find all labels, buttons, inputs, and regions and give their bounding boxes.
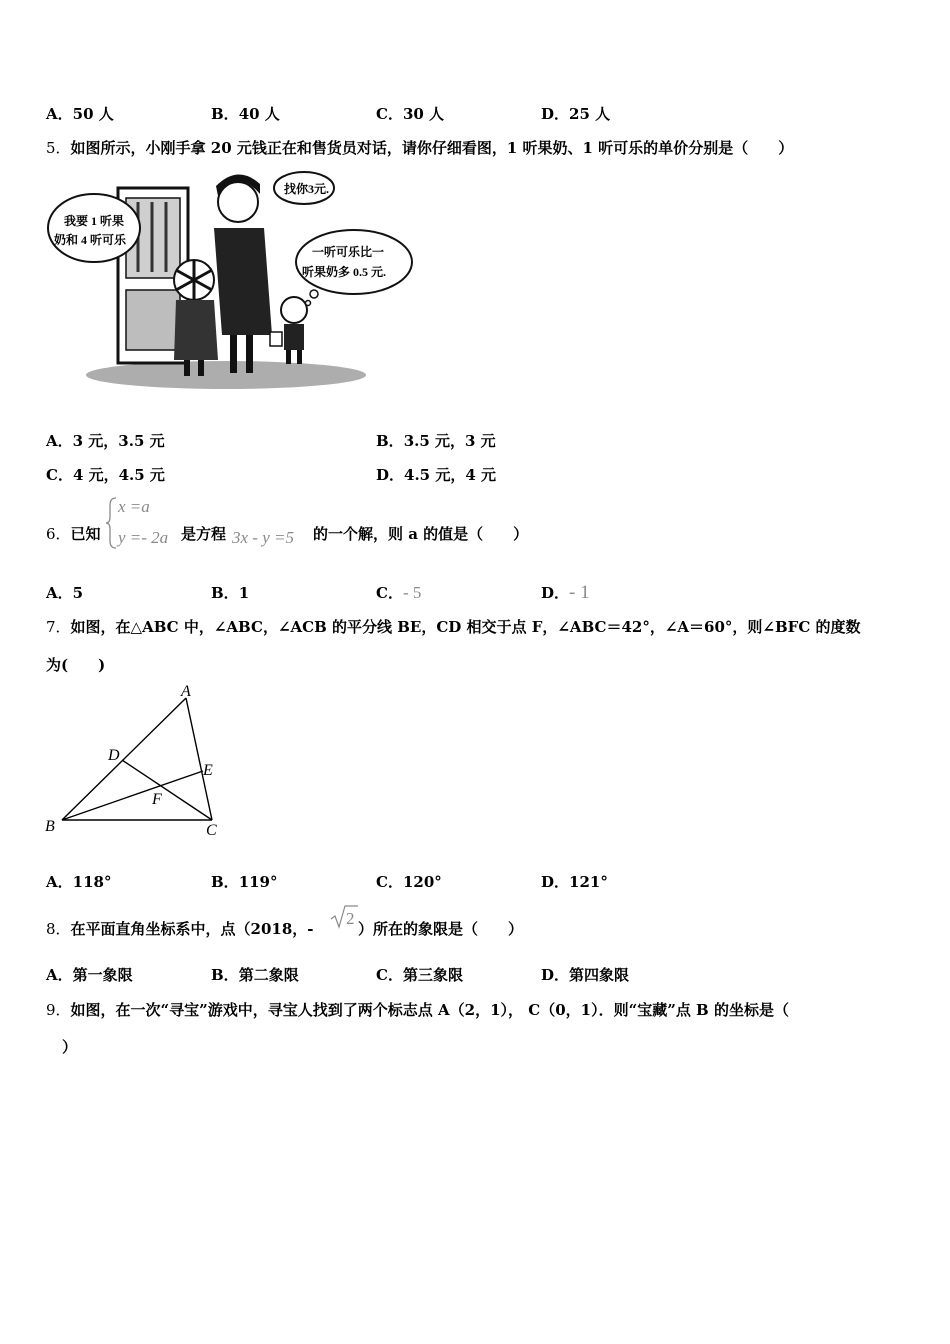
sqrt-value: 2 (346, 909, 355, 928)
q4-option-a: A．50 人 (46, 105, 114, 123)
q5-stem: 5．如图所示，小刚手拿 20 元钱正在和售货员对话，请你仔细看图，1 听果奶、1 听可乐的单价分别是（ ） (46, 139, 794, 157)
q8-option-b: B．第二象限 (211, 966, 299, 984)
q5-option-a: A．3 元，3.5 元 (46, 432, 165, 450)
q7-stem-line2: 为( ) (46, 656, 106, 674)
bubble-boy-line2: 奶和 4 听可乐 (54, 233, 127, 247)
q5-option-b: B．3.5 元，3 元 (376, 432, 496, 450)
segment-be (62, 771, 203, 820)
q6-stem-start: 6．已知 (46, 525, 101, 543)
speech-bubble-kid (296, 230, 412, 306)
q5-illustration (46, 170, 414, 395)
sys-line1: x =a (118, 497, 150, 516)
q8-stem-start: 8．在平面直角坐标系中，点（2018，- (46, 920, 314, 938)
q7-stem: 7．如图，在△ABC 中，∠ABC，∠ACB 的平分线 BE，CD 相交于点 F，∠ABC＝42°，∠A＝60°，则∠BFC 的度数 (46, 618, 861, 636)
bubble-kid-line1: 一听可乐比一 (312, 245, 385, 259)
label-f: F (152, 791, 162, 808)
q6-option-b: B．1 (211, 584, 250, 602)
segment-ba (62, 698, 186, 820)
q6-stem-middle: 是方程 (181, 525, 227, 543)
bubble-kid-line2: 听果奶多 0.5 元. (302, 265, 387, 279)
q7-option-a: A．118° (46, 873, 112, 891)
clerk-figure (214, 174, 272, 373)
q4-option-d: D．25 人 (541, 105, 611, 123)
sqrt-icon (329, 903, 359, 931)
speech-bubble-boy (48, 194, 140, 262)
q8-option-a: A．第一象限 (46, 966, 133, 984)
q4-option-c: C．30 人 (376, 105, 445, 123)
q7-option-b: B．119° (211, 873, 278, 891)
bubble-clerk-text: 找你3元. (284, 182, 330, 196)
q6-equation: 3x - y =5 (232, 528, 294, 547)
q8-stem-end: ）所在的象限是（ ） (358, 920, 524, 938)
segment-cd (122, 760, 212, 820)
label-a: A (181, 683, 191, 700)
q7-option-c: C．120° (376, 873, 442, 891)
label-d: D (108, 747, 120, 764)
q6-equation-system (104, 495, 184, 551)
q7-option-d: D．121° (541, 873, 608, 891)
label-c: C (206, 822, 217, 839)
brace-icon (106, 498, 116, 548)
q5-option-c: C．4 元，4.5 元 (46, 466, 165, 484)
q9-stem: 9．如图，在一次“寻宝”游戏中，寻宝人找到了两个标志点 A（2，1）， C（0，1）．则“宝藏”点 B 的坐标是（ (46, 1001, 789, 1019)
q6-option-a: A．5 (46, 584, 84, 602)
q6-option-d: D．- 1 (541, 582, 590, 603)
q6-stem-end: 的一个解，则 a 的值是（ ） (313, 525, 529, 543)
label-e: E (203, 762, 213, 779)
q5-option-d: D．4.5 元，4 元 (376, 466, 496, 484)
q4-option-b: B．40 人 (211, 105, 280, 123)
speech-bubble-clerk (274, 172, 334, 204)
q9-stem-line2: ） (62, 1038, 78, 1056)
q6-option-c: C．- 5 (376, 583, 422, 602)
girl-figure (174, 260, 218, 376)
segment-ac (186, 698, 212, 820)
q8-option-c: C．第三象限 (376, 966, 463, 984)
q7-triangle-figure (40, 680, 230, 840)
q8-option-d: D．第四象限 (541, 966, 630, 984)
label-b: B (45, 818, 55, 835)
sys-line2: y =- 2a (118, 528, 169, 547)
bubble-boy-line1: 我要 1 听果 (64, 214, 125, 228)
kid-figure (270, 297, 307, 364)
